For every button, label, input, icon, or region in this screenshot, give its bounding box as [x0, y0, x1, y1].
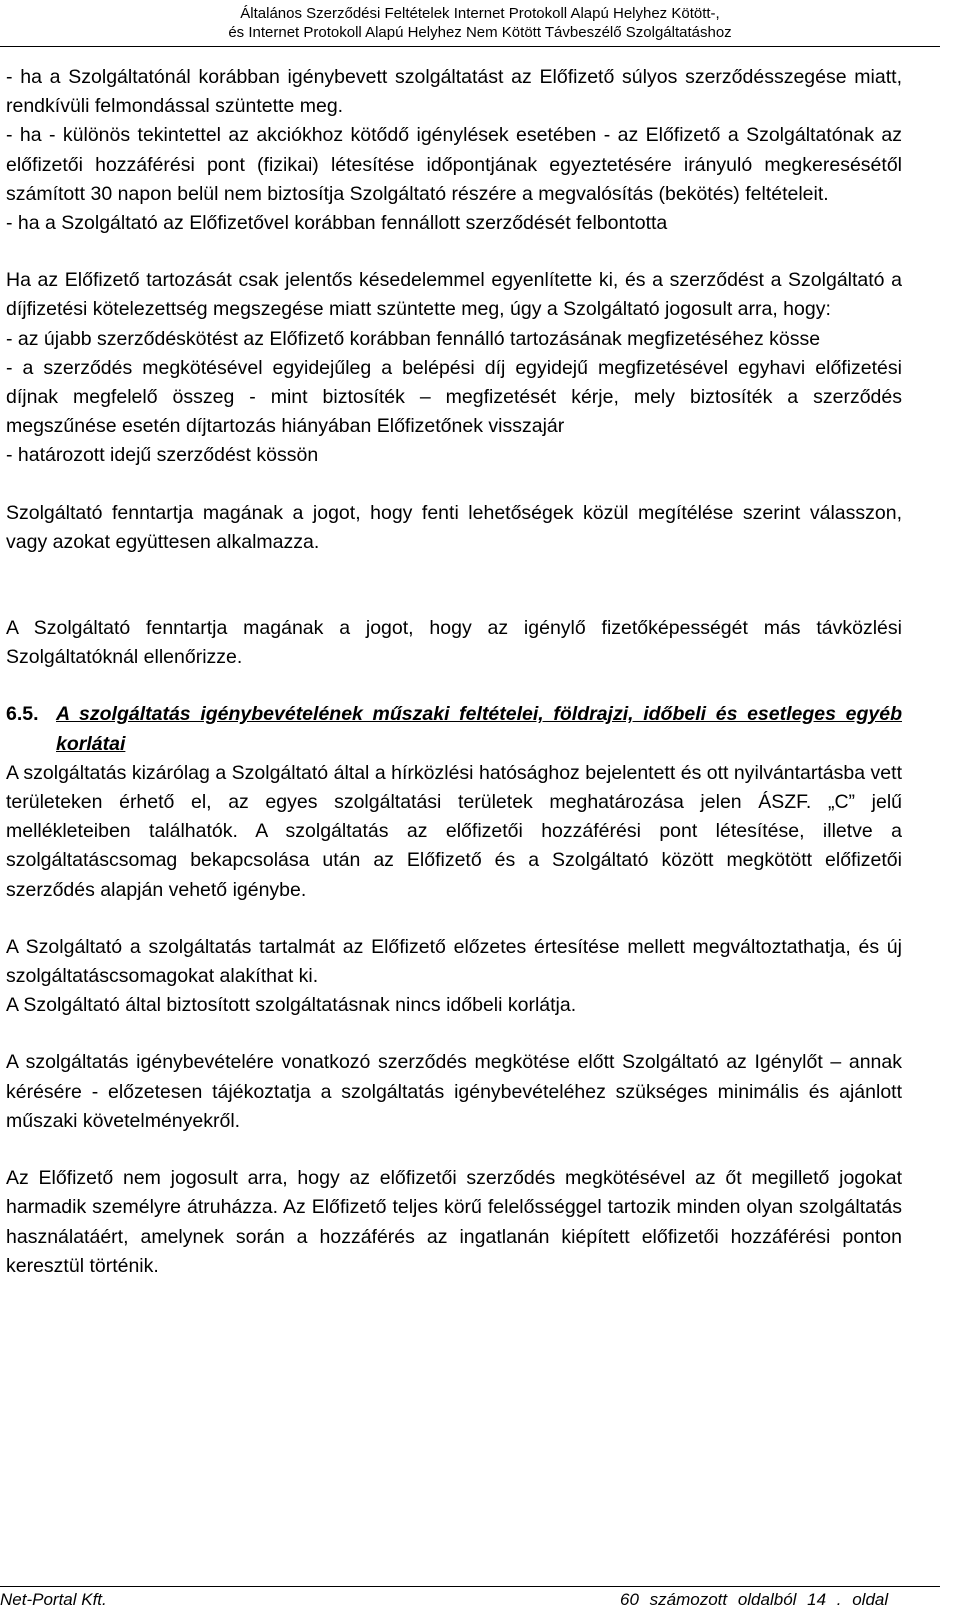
paragraph-1: - ha a Szolgáltatónál korábban igénybevett szolgáltatást az Előfizető súlyos szerződésszegése miatt, rendkívüli felmondással szüntette meg. [6, 66, 902, 118]
spacer [6, 238, 902, 266]
footer-company: Net-Portal Kft. [0, 1590, 107, 1609]
spacer [6, 672, 902, 700]
section-number: 6.5. [6, 703, 39, 726]
spacer [6, 471, 902, 499]
paragraph-11: A Szolgáltató a szolgáltatás tartalmát az Előfizető előzetes értesítése mellett megváltoztathatja, és új szolgáltatáscsomagokat alakíthat ki. [6, 935, 902, 988]
paragraph-10: A szolgáltatás kizárólag a Szolgáltató által a hírközlési hatósághoz bejelentett és ott nyilvántartásba vett területeken érhető el, az egyes szolgáltatási területek meghatározása jelen ÁSZF. „C” jelű mellékleteiben találhatók. A szolgáltatás az előfizetői hozzáférési pont létesítése, illetve a szolgáltatáscsomag bekapcsolása után az Előfizető és a Szolgáltató között megkötött előfizetői szerződés alapján vehető igénybe. [6, 761, 902, 901]
paragraph-12: A Szolgáltató által biztosított szolgáltatásnak nincs időbeli korlátja. [6, 994, 577, 1017]
document-body [6, 63, 902, 1281]
paragraph-6: - a szerződés megkötésével egyidejűleg a belépési díj egyidejű megfizetésével egyhavi előfizetési díjnak megfelelő összeg - mint biztosíték – megfizetését kérje, mely biztosíték a szerződés megszűnése esetén díjtartozás hiányában Előfizetőnek visszajár [6, 356, 902, 438]
paragraph-3: - ha a Szolgáltató az Előfizetővel korábban fennállott szerződését felbontotta [6, 212, 668, 235]
spacer [6, 1020, 902, 1048]
paragraph-9: A Szolgáltató fenntartja magának a jogot, hogy az igénylő fizetőképességét más távközlési Szolgáltatóknál ellenőrizze. [6, 617, 902, 669]
header-line-2: és Internet Protokoll Alapú Helyhez Nem Kötött Távbeszélő Szolgáltatáshoz [228, 24, 732, 41]
document-footer [0, 1586, 940, 1612]
spacer [6, 905, 902, 933]
paragraph-5: - az újabb szerződéskötést az Előfizető korábban fennálló tartozásának megfizetéséhez kösse [6, 327, 821, 350]
section-title: A szolgáltatás igénybevételének műszaki feltételei, földrajzi, időbeli és esetleges egyéb korlátai [56, 703, 902, 755]
paragraph-7: - határozott idejű szerződést kössön [6, 444, 319, 467]
paragraph-13: A szolgáltatás igénybevételére vonatkozó szerződés megkötése előtt Szolgáltató az Igénylőt – annak kérésére - előzetesen tájékoztatja a szolgáltatás igénybevételéhez szükséges minimális és ajánlott műszaki követelményekről. [6, 1051, 902, 1132]
paragraph-8: Szolgáltató fenntartja magának a jogot, hogy fenti lehetőségek közül megítélése szerint válasszon, vagy azokat együttesen alkalmazza. [6, 501, 902, 553]
section-heading [6, 700, 902, 758]
paragraph-14: Az Előfizető nem jogosult arra, hogy az előfizetői szerződés megkötésével az őt megillető jogokat harmadik személyre átruházza. Az Előfizető teljes körű felelősséggel tartozik minden olyan szolgáltatás használatáért, amelynek során a hozzáférés az ingatlanán kiépített előfizetői hozzáférési ponton keresztül történik. [6, 1167, 902, 1277]
footer-page-info: 60 számozott oldalból 14 . oldal [620, 1590, 889, 1609]
header-line-1: Általános Szerződési Feltételek Internet Protokoll Alapú Helyhez Kötött-, [240, 5, 720, 22]
header-divider [0, 46, 940, 47]
spacer [6, 1136, 902, 1164]
footer-divider [0, 1586, 940, 1587]
spacer [6, 557, 902, 614]
document-header [0, 4, 960, 44]
paragraph-4: Ha az Előfizető tartozását csak jelentős késedelemmel egyenlítette ki, és a szerződést a Szolgáltató a díjfizetési kötelezettség megszegése miatt szüntette meg, úgy a Szolgáltató jogosult arra, hogy: [6, 269, 902, 321]
paragraph-2: - ha - különös tekintettel az akciókhoz kötődő igénylések esetében - az Előfizető a Szolgáltatónak az előfizetői hozzáférési pont (fizikai) létesítése időpontjának egyeztetésére irányuló megkeresésétől számított 30 napon belül nem biztosítja Szolgáltató részére a megvalósítás (bekötés) feltételeit. [6, 124, 902, 205]
